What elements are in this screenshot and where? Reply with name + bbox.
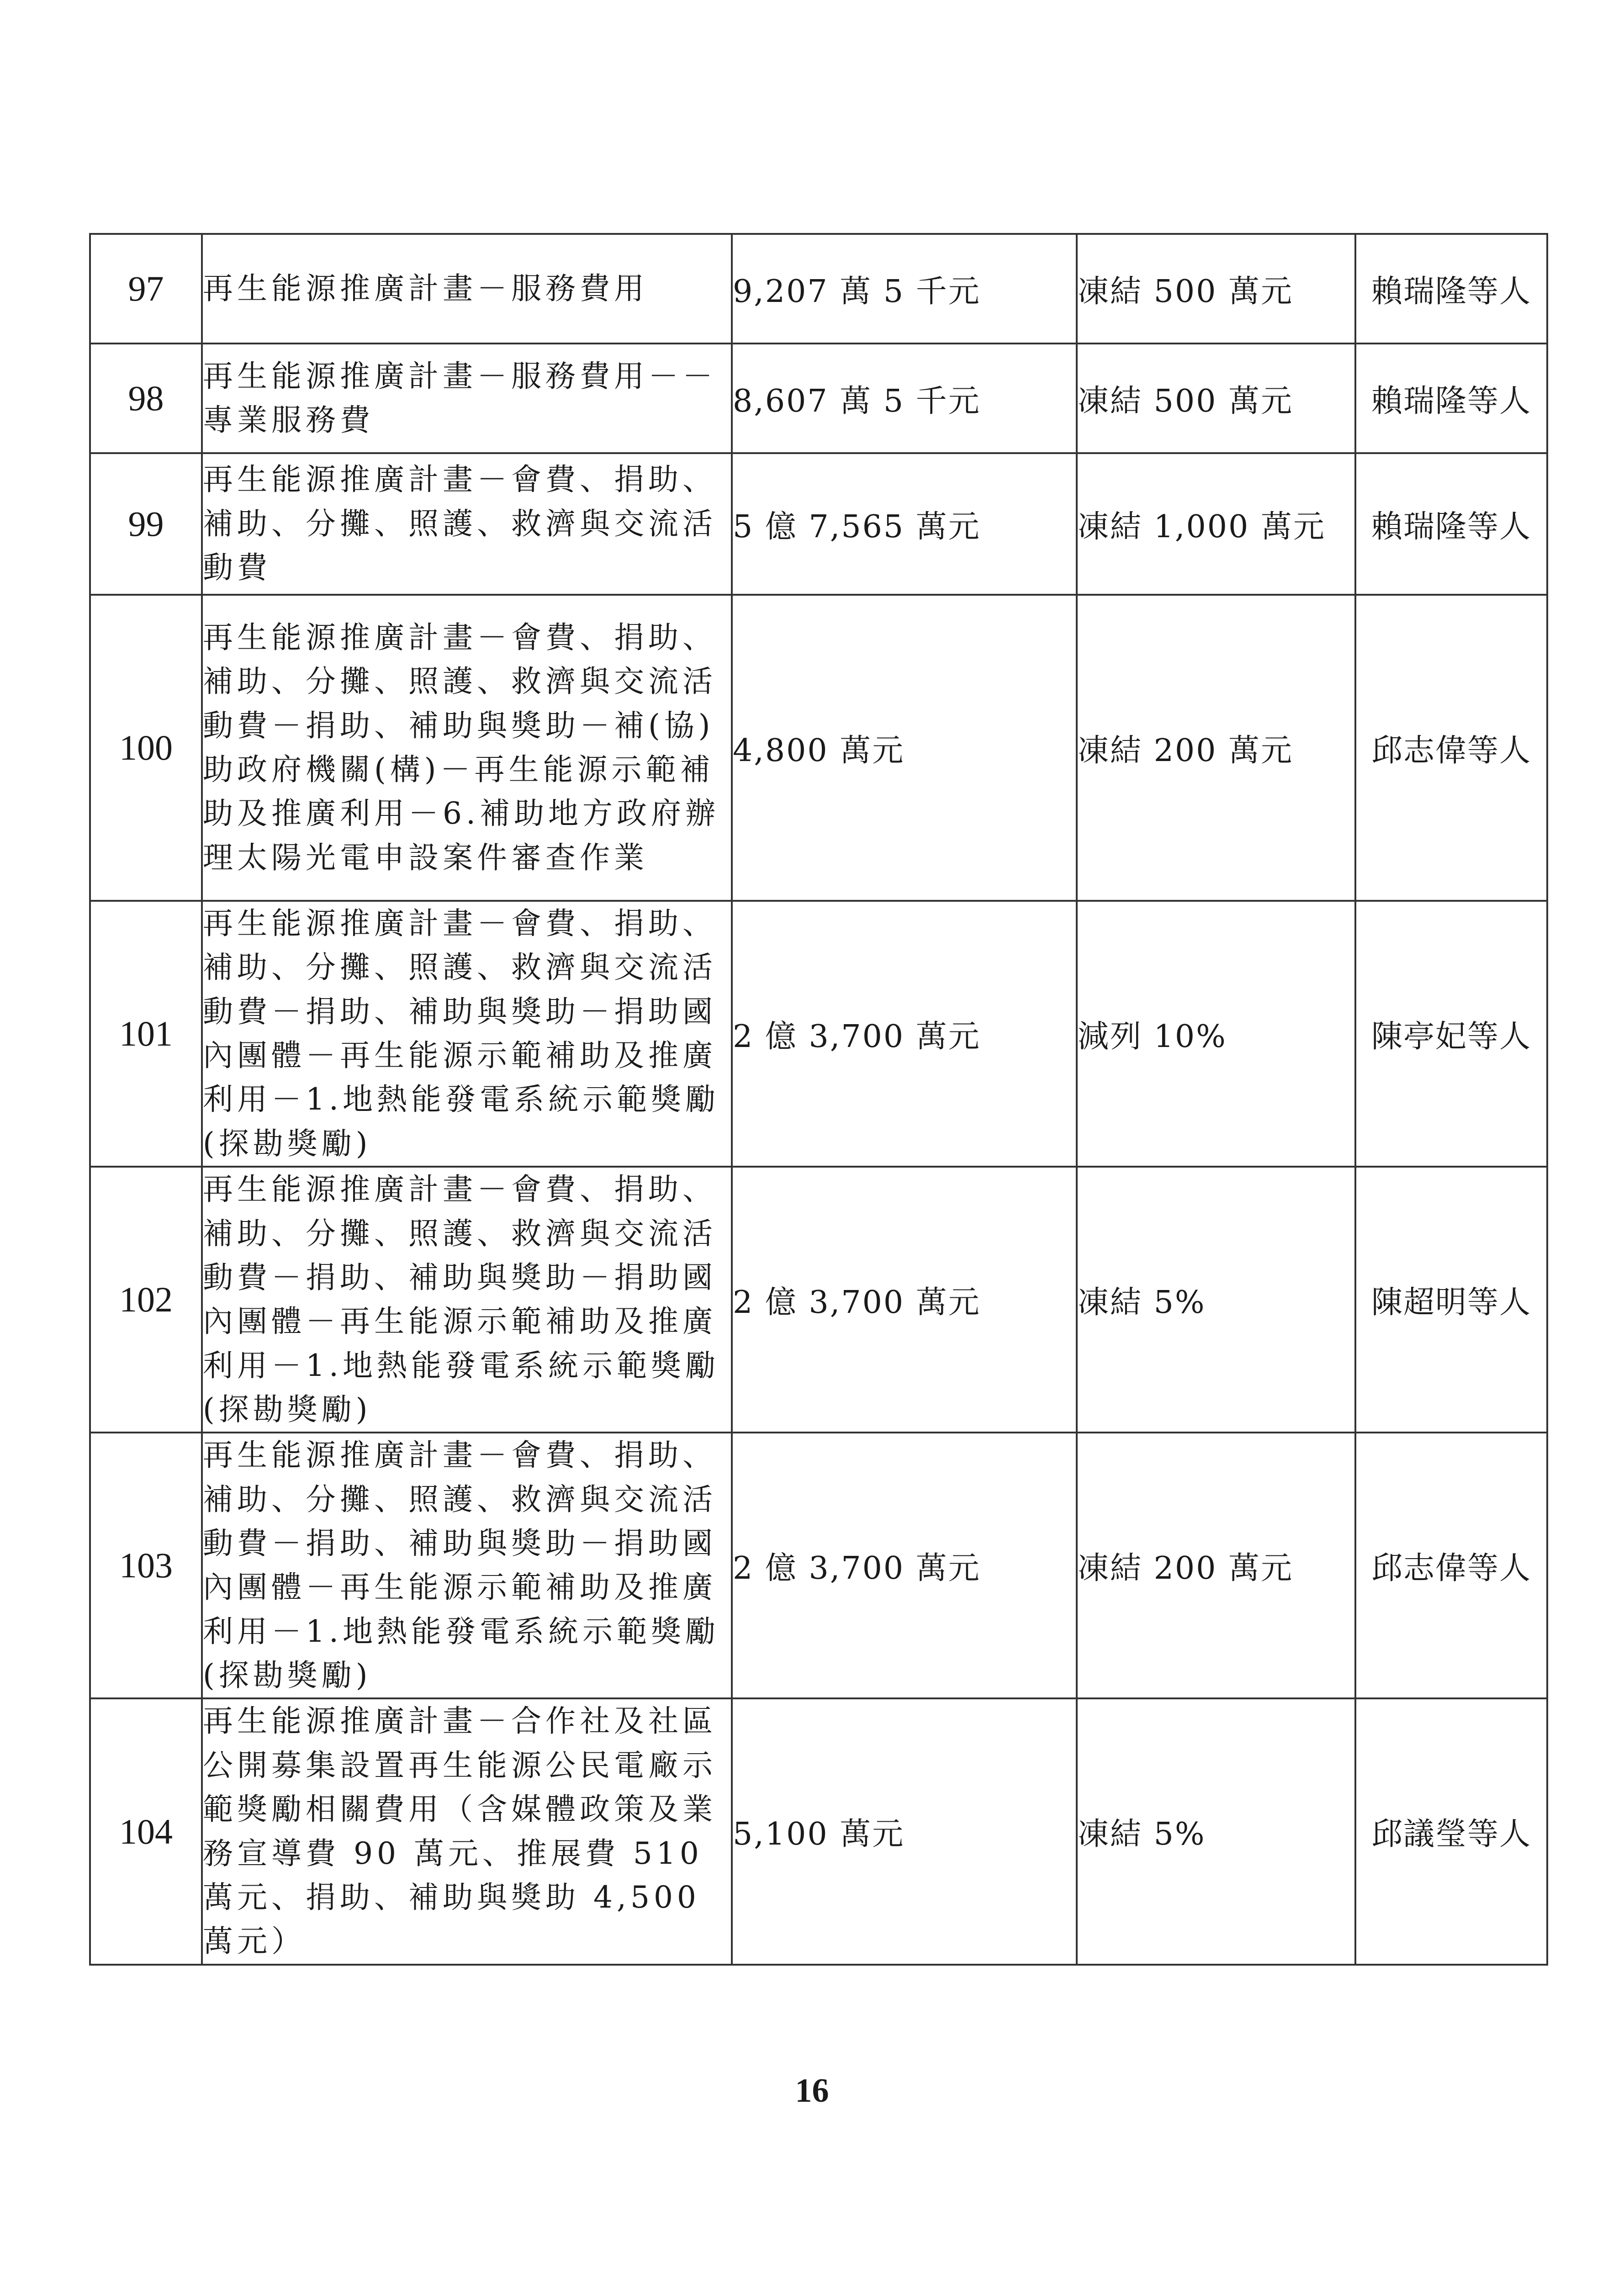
budget-amount: 5,100 萬元 [732,1698,1077,1964]
proposer: 邱志偉等人 [1355,1433,1547,1698]
budget-amount: 2 億 3,700 萬元 [732,1167,1077,1433]
budget-item: 再生能源推廣計畫－會費、捐助、補助、分攤、照護、救濟與交流活動費 [202,453,732,595]
budget-item: 再生能源推廣計畫－服務費用 [202,234,732,344]
table-row [90,1433,1547,1698]
table-row [90,234,1547,344]
budget-amount: 2 億 3,700 萬元 [732,1433,1077,1698]
table-row [90,595,1547,901]
table-row [90,344,1547,453]
table-row [90,1698,1547,1964]
proposer: 邱議瑩等人 [1355,1698,1547,1964]
proposed-action: 凍結 200 萬元 [1077,1433,1355,1698]
budget-amount: 9,207 萬 5 千元 [732,234,1077,344]
page-number: 16 [795,2072,829,2110]
row-number: 97 [90,234,202,344]
row-number: 98 [90,344,202,453]
proposed-action: 凍結 200 萬元 [1077,595,1355,901]
proposed-action: 凍結 5% [1077,1167,1355,1433]
budget-amount: 2 億 3,700 萬元 [732,901,1077,1167]
row-number: 104 [90,1698,202,1964]
proposed-action: 凍結 1,000 萬元 [1077,453,1355,595]
proposer: 邱志偉等人 [1355,595,1547,901]
row-number: 99 [90,453,202,595]
proposer: 賴瑞隆等人 [1355,453,1547,595]
proposed-action: 減列 10% [1077,901,1355,1167]
budget-amount: 4,800 萬元 [732,595,1077,901]
proposer: 陳亭妃等人 [1355,901,1547,1167]
proposer: 賴瑞隆等人 [1355,234,1547,344]
table-row [90,1167,1547,1433]
budget-table [89,233,1548,1966]
row-number: 103 [90,1433,202,1698]
budget-item: 再生能源推廣計畫－會費、捐助、補助、分攤、照護、救濟與交流活動費－捐助、補助與獎助－補(協)助政府機關(構)－再生能源示範補助及推廣利用－6.補助地方政府辦理太陽光電申設案件審查作業 [202,595,732,901]
table-row [90,901,1547,1167]
row-number: 100 [90,595,202,901]
proposed-action: 凍結 500 萬元 [1077,234,1355,344]
budget-item: 再生能源推廣計畫－會費、捐助、補助、分攤、照護、救濟與交流活動費－捐助、補助與獎助－捐助國內團體－再生能源示範補助及推廣利用－1.地熱能發電系統示範獎勵(探勘獎勵) [202,901,732,1167]
proposer: 陳超明等人 [1355,1167,1547,1433]
budget-amount: 8,607 萬 5 千元 [732,344,1077,453]
table-row [90,453,1547,595]
proposed-action: 凍結 500 萬元 [1077,344,1355,453]
row-number: 102 [90,1167,202,1433]
proposed-action: 凍結 5% [1077,1698,1355,1964]
budget-amount: 5 億 7,565 萬元 [732,453,1077,595]
budget-item: 再生能源推廣計畫－服務費用－－專業服務費 [202,344,732,453]
budget-item: 再生能源推廣計畫－會費、捐助、補助、分攤、照護、救濟與交流活動費－捐助、補助與獎助－捐助國內團體－再生能源示範補助及推廣利用－1.地熱能發電系統示範獎勵(探勘獎勵) [202,1433,732,1698]
budget-item: 再生能源推廣計畫－合作社及社區公開募集設置再生能源公民電廠示範獎勵相關費用（含媒體政策及業務宣導費 90 萬元、推展費 510 萬元、捐助、補助與獎助 4,500 萬元） [202,1698,732,1964]
budget-item: 再生能源推廣計畫－會費、捐助、補助、分攤、照護、救濟與交流活動費－捐助、補助與獎助－捐助國內團體－再生能源示範補助及推廣利用－1.地熱能發電系統示範獎勵(探勘獎勵) [202,1167,732,1433]
row-number: 101 [90,901,202,1167]
proposer: 賴瑞隆等人 [1355,344,1547,453]
